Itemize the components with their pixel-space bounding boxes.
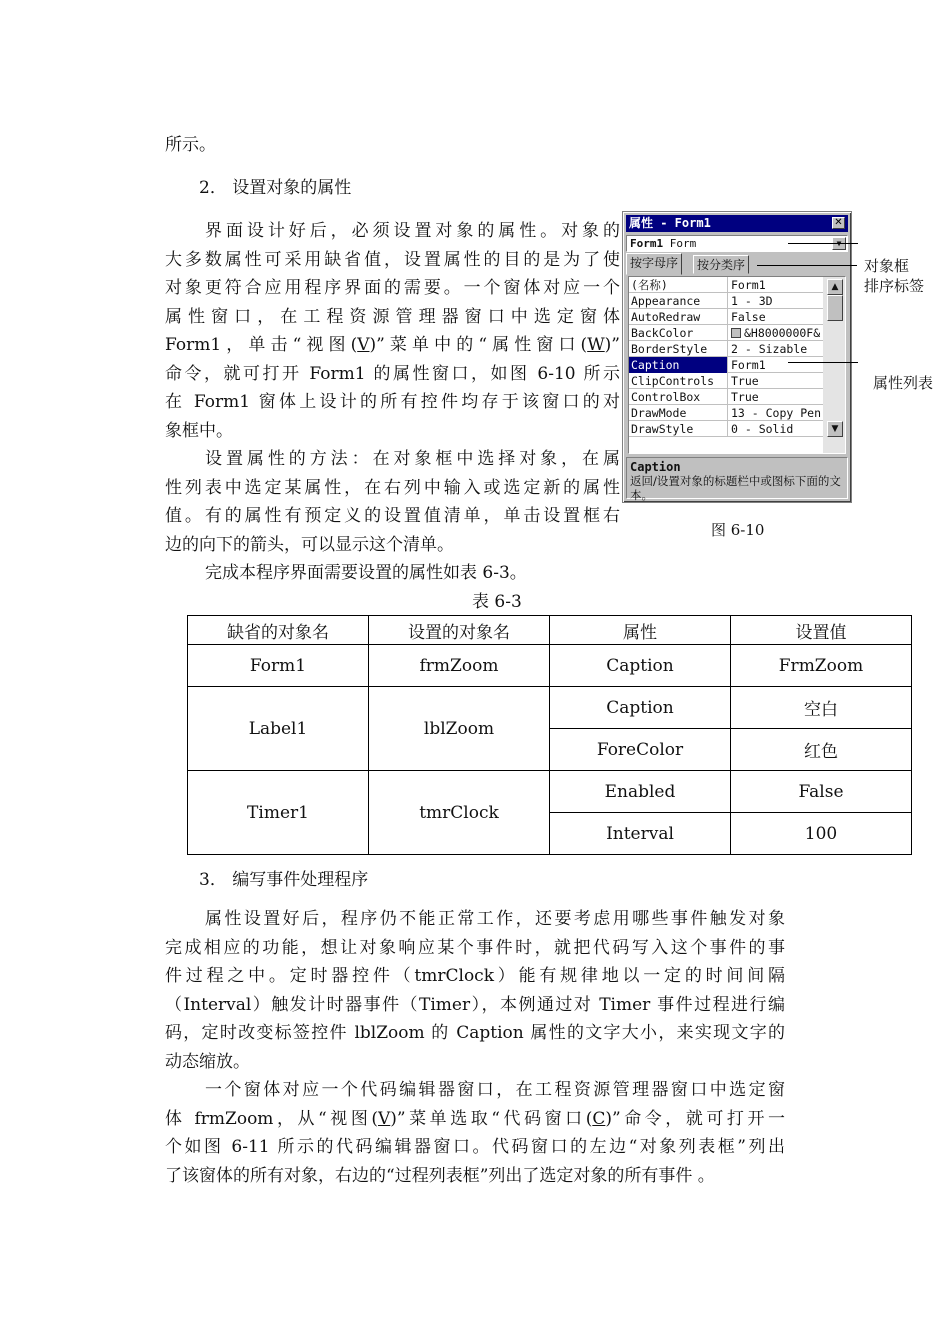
- scrollbar[interactable]: [823, 277, 845, 453]
- property-value-text: &H8000000F&: [744, 326, 821, 340]
- callout-leader: [788, 243, 858, 244]
- property-row[interactable]: [629, 421, 824, 437]
- scroll-down-icon[interactable]: ▼: [827, 421, 843, 437]
- text-line: 性列表中选定某属性，在右列中输入或选定新的属性: [165, 477, 620, 498]
- property-value: Form1: [731, 278, 766, 292]
- text-line: 个如图 6-11 所示的代码编辑器窗口。代码窗口的左边“对象列表框”列出: [165, 1137, 785, 1157]
- text-line: 属性设置好后，程序仍不能正常工作，还要考虑用哪些事件触发对象: [205, 909, 785, 929]
- table-cell: 红色: [731, 729, 912, 771]
- text-line: 命令，就可打开 Form1 的属性窗口，如图 6-10 所示: [165, 363, 620, 384]
- table-caption: 表 6-3: [472, 592, 522, 612]
- property-name: DrawStyle: [629, 421, 728, 437]
- table-cell: lblZoom: [369, 687, 550, 771]
- text-line: 完成本程序界面需要设置的属性如表 6-3。: [205, 563, 527, 583]
- property-name: AutoRedraw: [629, 309, 728, 325]
- callout-property-list: 属性列表: [873, 374, 934, 392]
- property-name: Appearance: [629, 293, 728, 309]
- text-line: 动态缩放。: [165, 1051, 250, 1072]
- property-row[interactable]: [629, 309, 824, 325]
- figure-caption: 图 6-10: [711, 521, 765, 539]
- property-row[interactable]: [629, 373, 824, 389]
- table-cell: FrmZoom: [731, 645, 912, 687]
- property-value: Form1: [731, 358, 766, 372]
- property-name: Caption: [629, 357, 728, 373]
- property-name: ClipControls: [629, 373, 728, 389]
- property-row[interactable]: [629, 341, 824, 357]
- table-cell: Interval: [550, 813, 731, 855]
- property-value: False: [731, 310, 766, 324]
- table-header-cell: 设置值: [731, 616, 912, 645]
- table-cell: tmrClock: [369, 771, 550, 855]
- property-name: BackColor: [629, 325, 728, 341]
- property-name: DrawMode: [629, 405, 728, 421]
- shortcut-key: C: [592, 1108, 606, 1129]
- property-value: [729, 325, 824, 341]
- table-cell: Enabled: [550, 771, 731, 813]
- text-line: 设置属性的方法：在对象框中选择对象，在属: [205, 449, 620, 469]
- table-cell: 100: [731, 813, 912, 855]
- property-value: 2 - Sizable: [731, 342, 808, 356]
- table-header-cell: 设置的对象名: [369, 616, 550, 645]
- table-cell: Caption: [550, 645, 731, 687]
- table-cell: 空白: [731, 687, 912, 729]
- table-header-cell: 属性: [550, 616, 731, 645]
- shortcut-key: V: [378, 1108, 391, 1129]
- text-run: Form1，单击“视图(: [165, 335, 358, 355]
- text-line: 值。有的属性有预定义的设置值清单，单击设置框右: [165, 506, 620, 526]
- shortcut-key: W: [587, 335, 605, 355]
- property-name: ControlBox: [629, 389, 728, 405]
- tab-categorized[interactable]: 按分类序: [693, 255, 749, 274]
- table-cell: Label1: [188, 687, 369, 771]
- table-cell: Caption: [550, 687, 731, 729]
- close-icon[interactable]: ✕: [832, 217, 845, 229]
- table-row: [188, 687, 912, 729]
- text-run: )”菜单中的“属性窗口(: [369, 335, 588, 355]
- text-run: )”命令，就可打开一: [605, 1108, 786, 1129]
- shortcut-key: V: [357, 335, 370, 355]
- table-header-row: [188, 616, 912, 645]
- property-value: True: [731, 374, 759, 388]
- text-line: [165, 1105, 785, 1134]
- text-run: 体 frmZoom，从“视图(: [165, 1108, 378, 1129]
- text-run: )”菜单选取“代码窗口(: [390, 1108, 593, 1129]
- text-run: )”: [604, 335, 620, 355]
- property-value: 0 - Solid: [731, 422, 794, 436]
- text-line: 边的向下的箭头，可以显示这个清单。: [165, 534, 454, 555]
- property-value: 13 - Copy Pen: [731, 406, 822, 420]
- paragraph-1: [165, 217, 620, 445]
- table-cell: Timer1: [188, 771, 369, 855]
- property-row-selected[interactable]: [629, 357, 824, 373]
- callout-leader: [757, 265, 857, 266]
- text-line: （Interval）触发计时器事件（Timer），本例通过对 Timer 事件过程进行编: [165, 994, 785, 1015]
- property-row[interactable]: [629, 277, 824, 293]
- property-name: (名称): [629, 277, 728, 293]
- window-title: 属性 - Form1: [629, 216, 711, 230]
- text-line: 界面设计好后，必须设置对象的属性。对象的: [205, 221, 620, 241]
- callout-sort-tabs: 排序标签: [864, 277, 925, 295]
- property-list: [628, 276, 846, 454]
- text-line: 所示。: [165, 135, 216, 155]
- text-line: 对象更符合应用程序界面的需要。一个窗体对应一个: [165, 278, 620, 298]
- property-value: 1 - 3D: [731, 294, 773, 308]
- paragraph-4: [165, 905, 785, 1190]
- text-line: 属性窗口，在工程资源管理器窗口中选定窗体: [165, 306, 620, 327]
- description-pane: [626, 457, 848, 502]
- scroll-thumb[interactable]: [827, 295, 843, 321]
- text-line: 大多数属性可采用缺省值，设置属性的目的是为了使: [165, 249, 620, 270]
- text-line: [165, 331, 620, 360]
- property-row[interactable]: [629, 325, 824, 341]
- description-text: 返回/设置对象的标题栏中或图标下面的文本。: [630, 474, 841, 502]
- property-row[interactable]: [629, 405, 824, 421]
- property-name: BorderStyle: [629, 341, 728, 357]
- text-line: 件过程之中。定时器控件（tmrClock）能有规律地以一定的时间间隔: [165, 966, 785, 986]
- table-cell: ForeColor: [550, 729, 731, 771]
- table-cell: frmZoom: [369, 645, 550, 687]
- property-row[interactable]: [629, 293, 824, 309]
- property-value: True: [731, 390, 759, 404]
- color-swatch: [731, 328, 741, 338]
- text-line: 了该窗体的所有对象，右边的“过程列表框”列出了选定对象的所有事件 。: [165, 1165, 715, 1186]
- tab-alphabetic[interactable]: 按字母序: [626, 253, 682, 275]
- text-line: 在 Form1 窗体上设计的所有控件均存于该窗口的对: [165, 392, 620, 412]
- object-type: Form: [669, 237, 697, 250]
- callout-leader: [788, 362, 858, 363]
- text-line: 完成相应的功能，想让对象响应某个事件时，就把代码写入这个事件的事: [165, 937, 785, 958]
- table-row: [188, 645, 912, 687]
- text-line: 码，定时改变标签控件 lblZoom 的 Caption 属性的文字大小，来实现文字的: [165, 1023, 785, 1043]
- scroll-up-icon[interactable]: ▲: [827, 279, 843, 295]
- property-row[interactable]: [629, 389, 824, 405]
- table-header-cell: 缺省的对象名: [188, 616, 369, 645]
- properties-window: [622, 211, 852, 503]
- text-line: 象框中。: [165, 420, 233, 441]
- properties-table: [187, 615, 912, 855]
- paragraph-2: [165, 445, 620, 559]
- description-title: Caption: [630, 460, 681, 474]
- table-cell: Form1: [188, 645, 369, 687]
- section-heading-3: 3． 编写事件处理程序: [199, 870, 369, 890]
- section-heading-2: 2． 设置对象的属性: [199, 178, 352, 198]
- table-row: [188, 771, 912, 813]
- object-name: Form1: [630, 237, 664, 250]
- callout-object-box: 对象框: [864, 257, 910, 275]
- window-titlebar: [626, 215, 848, 232]
- table-cell: False: [731, 771, 912, 813]
- text-line: 一个窗体对应一个代码编辑器窗口，在工程资源管理器窗口中选定窗: [205, 1080, 785, 1100]
